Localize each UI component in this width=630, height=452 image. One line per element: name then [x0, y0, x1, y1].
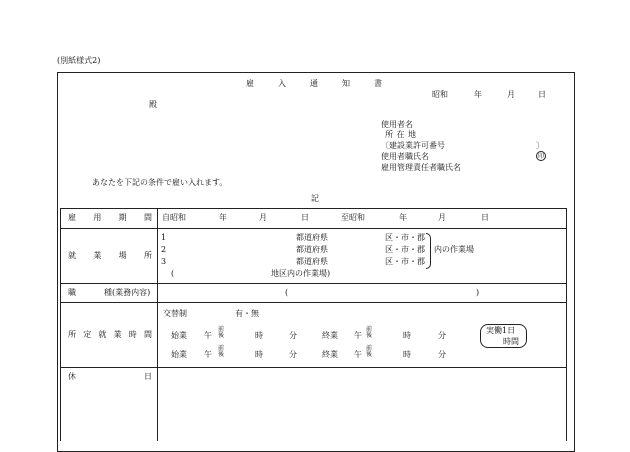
date-era: 昭和 [432, 90, 448, 99]
date-month: 月 [507, 90, 515, 99]
start-minute-1[interactable]: 分 [289, 331, 297, 340]
start-minute-2[interactable]: 分 [289, 350, 297, 359]
workplace-label: 就 業 場 所 [68, 251, 152, 260]
start-hour-1[interactable]: 時 [255, 331, 263, 340]
start-ampm-1[interactable]: 前 後 [218, 326, 225, 340]
table-row-divider [60, 283, 567, 284]
end-minute-1[interactable]: 分 [438, 331, 446, 340]
end-hour-2[interactable]: 時 [403, 350, 411, 359]
period-month2[interactable]: 月 [438, 213, 446, 222]
table-right-border [566, 208, 567, 441]
shift-system-value[interactable]: 有・無 [235, 309, 259, 318]
job-label-b: 種(業務内容) [104, 288, 151, 297]
license-number-label: 〔建設業許可番号 [381, 141, 445, 150]
seal-icon: 印 [537, 153, 544, 160]
actual-day-label: 実働1日 [486, 326, 516, 335]
job-label-a: 職 [68, 288, 76, 297]
employer-title-name-label: 使用者職氏名 [381, 152, 429, 161]
intro-text: あなたを下記の条件で雇い入れます。 [92, 178, 228, 187]
workplace-pref-2[interactable]: 都道府県 [296, 245, 328, 254]
addressee-suffix: 殿 [149, 100, 157, 109]
end-noon-1: 午 [354, 331, 362, 340]
workplace-ward-2[interactable]: 区・市・郡 [385, 245, 425, 254]
end-minute-2[interactable]: 分 [438, 350, 446, 359]
job-paren-close[interactable]: ) [476, 288, 480, 297]
holiday-label: 休 日 [68, 372, 152, 381]
actual-hours-label[interactable]: 時間 [503, 337, 519, 346]
workplace-num-2: 2 [161, 245, 167, 254]
period-day1[interactable]: 日 [301, 213, 309, 222]
end-hour-1[interactable]: 時 [403, 331, 411, 340]
user-name-label: 使用者名 [381, 120, 413, 129]
workplace-area-site[interactable]: 地区内の作業場) [271, 269, 331, 278]
start-noon-1: 午 [204, 331, 212, 340]
period-day2[interactable]: 日 [481, 213, 489, 222]
address-label: 所 在 地 [385, 130, 416, 139]
date-year: 年 [474, 90, 482, 99]
table-left-border [60, 208, 61, 441]
end-ampm-1[interactable]: 前 後 [366, 326, 373, 340]
workplace-ward-1[interactable]: 区・市・郡 [385, 233, 425, 242]
date-day: 日 [538, 90, 546, 99]
form-id: (別紙様式2) [57, 56, 101, 65]
table-label-divider [157, 208, 158, 441]
period-year1[interactable]: 年 [219, 213, 227, 222]
start-hour-2[interactable]: 時 [255, 350, 263, 359]
workplace-pref-1[interactable]: 都道府県 [296, 233, 328, 242]
workplace-num-1: 1 [161, 233, 167, 242]
start-noon-2: 午 [204, 350, 212, 359]
manager-label: 雇用管理責任者職氏名 [381, 163, 461, 172]
workplace-pref-3[interactable]: 都道府県 [296, 257, 328, 266]
page-title: 雇 入 通 知 書 [246, 79, 382, 88]
workplace-area-open: ( [171, 269, 175, 278]
workplace-ward-3[interactable]: 区・市・郡 [385, 257, 425, 266]
start-ampm-2[interactable]: 前 後 [218, 345, 225, 359]
license-close-bracket: 〕 [536, 141, 544, 150]
job-paren-open[interactable]: ( [285, 288, 289, 297]
table-row-divider [60, 367, 567, 368]
end-label-2: 終業 [322, 350, 338, 359]
end-noon-2: 午 [354, 350, 362, 359]
start-label-2: 始業 [171, 350, 187, 359]
period-year2[interactable]: 年 [399, 213, 407, 222]
period-month1[interactable]: 月 [259, 213, 267, 222]
workplace-brace [426, 233, 431, 269]
period-label: 雇 用 期 間 [68, 213, 152, 222]
table-row-divider [60, 302, 567, 303]
start-label-1: 始業 [171, 331, 187, 340]
end-ampm-2[interactable]: 前 後 [366, 345, 373, 359]
table-row-divider [60, 228, 567, 229]
workplace-num-3: 3 [161, 257, 167, 266]
shift-system-label: 交替制 [163, 309, 187, 318]
period-from[interactable]: 自昭和 [162, 213, 186, 222]
end-label-1: 終業 [322, 331, 338, 340]
table-top-border [60, 208, 567, 209]
hours-label: 所 定 就 業 時 間 [68, 330, 152, 339]
period-to[interactable]: 至昭和 [341, 213, 365, 222]
workplace-site-suffix: 内の作業場 [434, 245, 474, 254]
ki-heading: 記 [311, 194, 319, 203]
